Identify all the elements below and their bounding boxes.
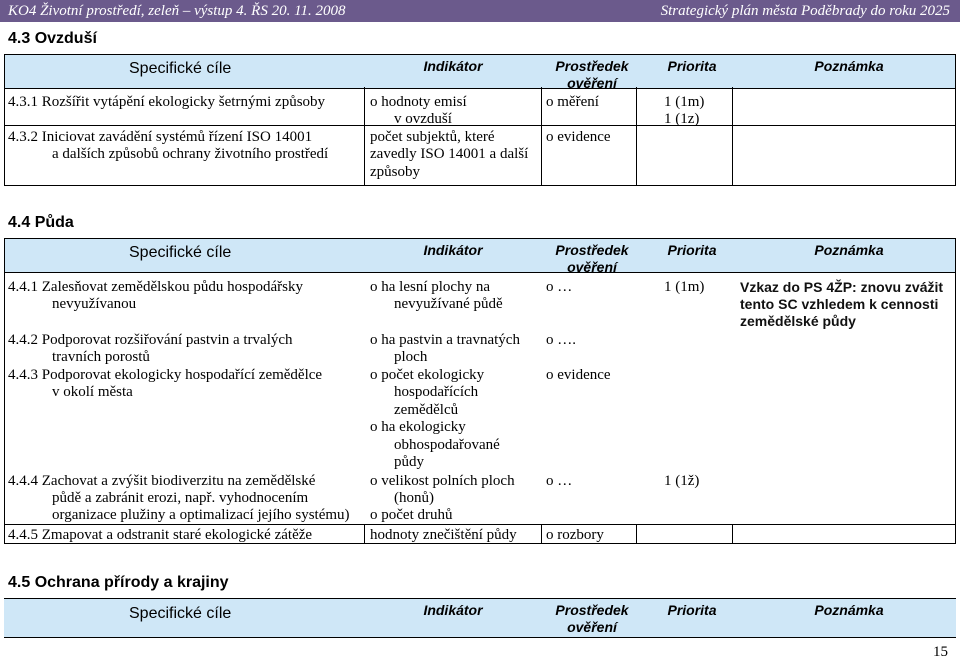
col-means: Prostředek ověření bbox=[555, 58, 629, 91]
col-line bbox=[636, 87, 637, 185]
col-note: Poznámka bbox=[814, 602, 884, 618]
indicator-4-4-2-line1: o ha pastvin a travnatých bbox=[370, 332, 520, 348]
means-4-4-2: o …. bbox=[546, 332, 576, 348]
col-line bbox=[541, 87, 542, 185]
priority-4-4-4: 1 (1ž) bbox=[664, 473, 700, 489]
indicator-4-4-3-line1: o počet ekologicky bbox=[370, 367, 485, 383]
means-4-4-3: o evidence bbox=[546, 367, 611, 383]
col-goals: Specifické cíle bbox=[129, 244, 232, 261]
col-line bbox=[732, 87, 733, 185]
goal-4-4-1-line1: 4.4.1 Zalesňovat zemědělskou půdu hospodářsky bbox=[8, 279, 303, 295]
note-4-4-1-line1: Vzkaz do PS 4ŽP: znovu zvážit bbox=[740, 279, 944, 295]
goal-4-3-2-line2: a dalších způsobů ochrany životního prostředí bbox=[52, 146, 329, 162]
col-line bbox=[636, 524, 637, 544]
indicator-4-4-4-line3: o počet druhů bbox=[370, 507, 453, 523]
table-bottom bbox=[4, 543, 956, 544]
col-line bbox=[541, 524, 542, 544]
col-line bbox=[955, 54, 956, 186]
col-goals: Specifické cíle bbox=[129, 605, 232, 622]
indicator-4-4-3-line6: půdy bbox=[394, 454, 424, 470]
indicator-4-4-2-line2: ploch bbox=[394, 349, 428, 365]
table-bottom bbox=[4, 185, 956, 186]
note-4-4-1-line2: tento SC vzhledem k cennosti bbox=[740, 296, 939, 312]
goal-4-4-4-line1: 4.4.4 Zachovat a zvýšit biodiverzitu na zemědělské bbox=[8, 473, 316, 489]
indicator-4-3-2-line2: zavedly ISO 14001 a další bbox=[370, 146, 529, 162]
section-title-4-5: 4.5 Ochrana přírody a krajiny bbox=[8, 574, 229, 591]
col-priority: Priorita bbox=[667, 602, 717, 618]
col-indicator: Indikátor bbox=[423, 58, 483, 74]
header-right-text: Strategický plán města Poděbrady do roku 2025 bbox=[660, 3, 950, 19]
goal-4-4-2-line1: 4.4.2 Podporovat rozšiřování pastvin a trvalých bbox=[8, 332, 293, 348]
section-title-4-3: 4.3 Ovzduší bbox=[8, 30, 97, 47]
col-priority: Priorita bbox=[667, 242, 717, 258]
col-line bbox=[4, 54, 5, 186]
means-4-4-5: o rozbory bbox=[546, 527, 604, 543]
col-line bbox=[364, 87, 365, 185]
indicator-4-3-2-line3: způsoby bbox=[370, 164, 420, 180]
section-title-4-4: 4.4 Půda bbox=[8, 214, 74, 231]
page-number: 15 bbox=[933, 644, 948, 660]
priority-4-3-1-a: 1 (1m) bbox=[664, 94, 705, 110]
goal-4-3-2-line1: 4.3.2 Iniciovat zavádění systémů řízení ISO 14001 bbox=[8, 129, 313, 145]
table-header-4-5 bbox=[4, 598, 956, 638]
means-4-3-1: o měření bbox=[546, 94, 599, 110]
table-header-4-4 bbox=[4, 238, 956, 273]
goal-4-4-1-line2: nevyužívanou bbox=[52, 296, 137, 312]
table-header-4-3 bbox=[4, 54, 956, 89]
indicator-4-4-5: hodnoty znečištění půdy bbox=[370, 527, 517, 543]
col-priority: Priorita bbox=[667, 58, 717, 74]
goal-4-4-4-line3: organizace plužiny a optimalizací jejího systému) bbox=[52, 507, 350, 523]
indicator-4-4-1-line2: nevyužívané půdě bbox=[394, 296, 503, 312]
goal-4-4-2-line2: travních porostů bbox=[52, 349, 150, 365]
col-indicator: Indikátor bbox=[423, 242, 483, 258]
col-goals: Specifické cíle bbox=[129, 60, 232, 77]
col-note: Poznámka bbox=[814, 242, 884, 258]
indicator-4-4-3-line4: o ha ekologicky bbox=[370, 419, 466, 435]
col-line bbox=[732, 524, 733, 544]
col-line bbox=[4, 238, 5, 544]
indicator-4-3-1-line1: o hodnoty emisí bbox=[370, 94, 467, 110]
document-header bbox=[0, 0, 960, 22]
row-divider bbox=[4, 125, 956, 126]
indicator-4-4-3-line5: obhospodařované bbox=[394, 437, 500, 453]
col-means: Prostředek ověření bbox=[555, 242, 629, 275]
note-4-4-1-line3: zemědělské půdy bbox=[740, 313, 856, 329]
indicator-4-4-4-line2: (honů) bbox=[394, 490, 434, 506]
indicator-4-4-1-line1: o ha lesní plochy na bbox=[370, 279, 490, 295]
col-line bbox=[364, 524, 365, 544]
col-means: Prostředek ověření bbox=[555, 602, 629, 635]
indicator-4-3-1-line2: v ovzduší bbox=[394, 111, 452, 127]
col-indicator: Indikátor bbox=[423, 602, 483, 618]
col-line bbox=[955, 238, 956, 544]
indicator-4-4-3-line3: zemědělců bbox=[394, 402, 459, 418]
goal-4-4-3-line1: 4.4.3 Podporovat ekologicky hospodařící zemědělce bbox=[8, 367, 323, 383]
indicator-4-4-3-line2: hospodařících bbox=[394, 384, 479, 400]
priority-4-3-1-b: 1 (1z) bbox=[664, 111, 700, 127]
goal-4-3-1: 4.3.1 Rozšířit vytápění ekologicky šetrnými způsoby bbox=[8, 94, 326, 110]
goal-4-4-3-line2: v okolí města bbox=[52, 384, 133, 400]
row-divider bbox=[4, 524, 956, 525]
goal-4-4-4-line2: půdě a zabránit erozi, např. vyhodnocením bbox=[52, 490, 309, 506]
priority-4-4-1: 1 (1m) bbox=[664, 279, 705, 295]
goal-4-4-5: 4.4.5 Zmapovat a odstranit staré ekologické zátěže bbox=[8, 527, 313, 543]
means-4-4-4: o … bbox=[546, 473, 573, 489]
means-4-4-1: o … bbox=[546, 279, 573, 295]
indicator-4-3-2-line1: počet subjektů, které bbox=[370, 129, 495, 145]
header-left-text: KO4 Životní prostředí, zeleň – výstup 4. ŘS 20. 11. 2008 bbox=[8, 3, 346, 19]
indicator-4-4-4-line1: o velikost polních ploch bbox=[370, 473, 515, 489]
means-4-3-2: o evidence bbox=[546, 129, 611, 145]
col-note: Poznámka bbox=[814, 58, 884, 74]
